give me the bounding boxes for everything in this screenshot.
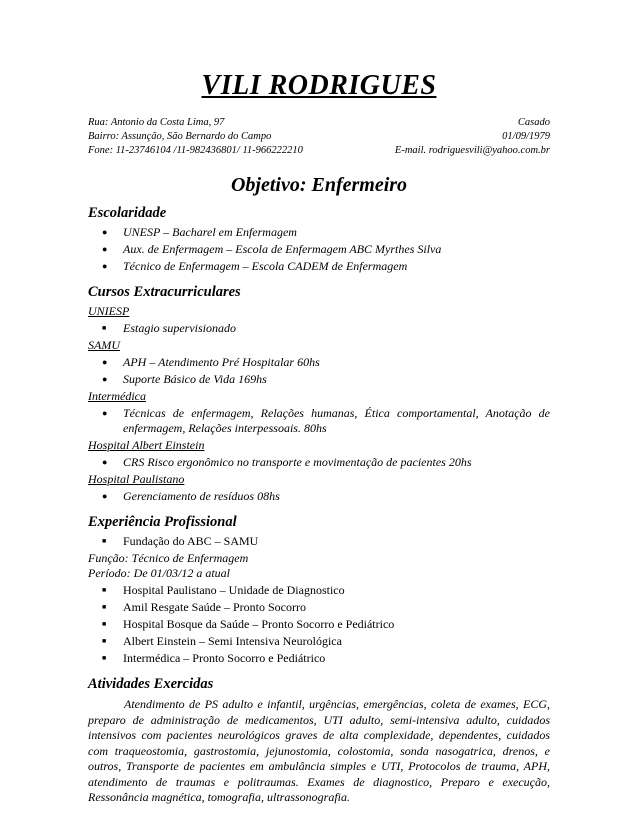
list-item: ● UNESP – Bacharel em Enfermagem <box>88 225 550 240</box>
job-period: Período: De 01/03/12 a atual <box>88 566 230 580</box>
phone-numbers: Fone: 11-23746104 /11-982436801/ 11-966222210 <box>88 145 303 156</box>
education-list <box>88 225 550 274</box>
course-list-einstein <box>88 455 550 470</box>
course-list-intermedica <box>88 406 550 436</box>
course-group-uniesp: UNIESP <box>88 304 130 318</box>
course-group-paulistano: Hospital Paulistano <box>88 472 185 486</box>
course-group-samu: SAMU <box>88 338 120 352</box>
activities-paragraph: Atendimento de PS adulto e infantil, urgências, emergências, coleta de exames, ECG, preparo de administração de medicamentos, UTI adulto, semi-intensiva adulto, cuidados intensivos com pacientes neurológicos graves de alta complexidade, dependentes, cuidados com traqueostomia, gastrostomia, jejunostomia, colostomia, sonda nasogatrica, drenos, e outros, Transporte de pacientes em ambulância simples e UTI, Protocolos de trauma, APH, atendimento de traumas e politraumas. Exames de diagnostico, Preparo e execução, Ressonância magnética, tomografia, ultrassonografia. <box>88 697 550 804</box>
address: Rua: Antonio da Costa Lima, 97 <box>88 117 225 128</box>
employer-list <box>88 534 550 549</box>
marital-status: Casado <box>517 117 550 128</box>
job-role: Função: Técnico de Enfermagem <box>88 551 249 565</box>
section-title-escolaridade: Escolaridade <box>88 205 167 221</box>
list-item: ● CRS Risco ergonômico no transporte e movimentação de pacientes 20hs <box>88 455 550 470</box>
course-list-samu <box>88 355 550 387</box>
workplace-list <box>88 583 550 666</box>
objective: Objetivo: Enfermeiro <box>230 174 408 196</box>
resume-page <box>88 70 550 806</box>
district: Bairro: Assunção, São Bernardo do Campo <box>88 131 272 142</box>
course-list-uniesp <box>88 321 550 336</box>
list-item: ■ Estagio supervisionado <box>88 321 550 336</box>
list-item: ■ Hospital Bosque da Saúde – Pronto Socorro e Pediátrico <box>88 617 550 632</box>
course-list-paulistano <box>88 489 550 504</box>
section-title-cursos: Cursos Extracurriculares <box>88 284 241 300</box>
list-item: ● Gerenciamento de resíduos 08hs <box>88 489 550 504</box>
list-item: ■ Hospital Paulistano – Unidade de Diagnostico <box>88 583 550 598</box>
course-group-intermedica: Intermédica <box>88 389 146 403</box>
date-of-birth: 01/09/1979 <box>502 131 550 142</box>
list-item: ● APH – Atendimento Pré Hospitalar 60hs <box>88 355 550 370</box>
employer: ■ Fundação do ABC – SAMU <box>88 534 550 549</box>
list-item: ● Técnico de Enfermagem – Escola CADEM de Enfermagem <box>88 259 550 274</box>
list-item: ■ Albert Einstein – Semi Intensiva Neurológica <box>88 634 550 649</box>
list-item: ● Técnicas de enfermagem, Relações humanas, Ética comportamental, Anotação de enfermagem, Relações interpessoais. 80hs <box>88 406 550 436</box>
contact-row-2 <box>88 130 550 144</box>
course-group-einstein: Hospital Albert Einstein <box>88 438 205 452</box>
section-title-experiencia: Experiência Profissional <box>88 514 237 530</box>
list-item: ● Suporte Básico de Vida 169hs <box>88 372 550 387</box>
list-item: ■ Intermédica – Pronto Socorro e Pediátrico <box>88 651 550 666</box>
candidate-name: VILI RODRIGUES <box>201 70 437 101</box>
email: E-mail. rodriguesvili@yahoo.com.br <box>394 145 550 156</box>
contact-row-3 <box>88 144 550 158</box>
list-item: ■ Amil Resgate Saúde – Pronto Socorro <box>88 600 550 615</box>
section-title-atividades: Atividades Exercidas <box>88 676 214 692</box>
contact-row-1 <box>88 116 550 130</box>
list-item: ● Aux. de Enfermagem – Escola de Enfermagem ABC Myrthes Silva <box>88 242 550 257</box>
